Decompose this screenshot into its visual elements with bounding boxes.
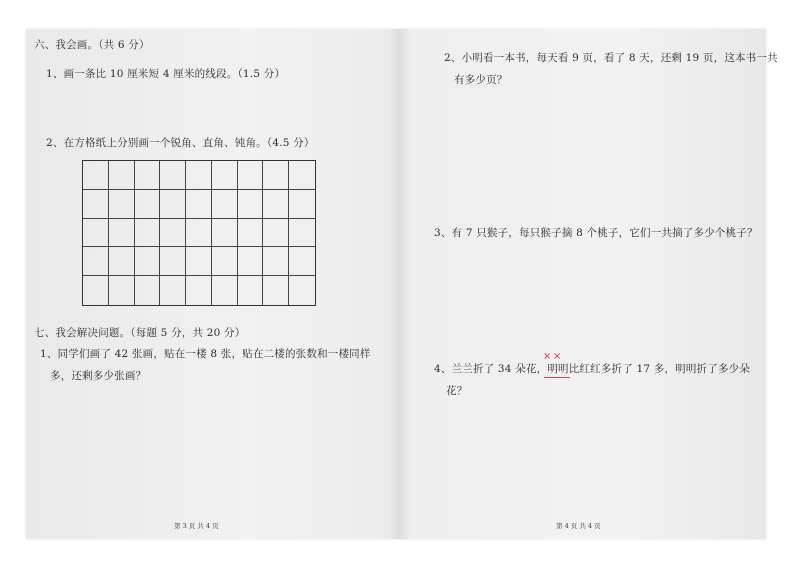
grid-cell bbox=[186, 276, 212, 305]
page-3 bbox=[26, 29, 398, 539]
section-7-title: 七、我会解决问题。（每题 5 分，共 20 分） bbox=[34, 327, 246, 339]
grid-cell bbox=[212, 190, 238, 219]
grid-cell bbox=[263, 219, 289, 248]
question-4-line-1: 4、兰兰折了 34 朵花，明明比红红多折了 17 多，明明折了多少朵 bbox=[434, 363, 751, 375]
grid-cell bbox=[186, 247, 212, 276]
grid-cell bbox=[186, 219, 212, 248]
question-2-line-1: 2、小明看一本书，每天看 9 页，看了 8 天，还剩 19 页，这本书一共 bbox=[444, 52, 778, 64]
grid-cell bbox=[263, 190, 289, 219]
grid-cell bbox=[212, 219, 238, 248]
grid-cell bbox=[135, 219, 161, 248]
grid-cell bbox=[83, 247, 109, 276]
grid-cell bbox=[238, 161, 264, 190]
grid-cell bbox=[186, 161, 212, 190]
grid-cell bbox=[109, 219, 135, 248]
grid-cell bbox=[135, 247, 161, 276]
grid-cell bbox=[135, 190, 161, 219]
grid-cell bbox=[83, 219, 109, 248]
grid-cell bbox=[212, 161, 238, 190]
grid-cell bbox=[289, 276, 315, 305]
grid-cell bbox=[109, 276, 135, 305]
grid-cell bbox=[160, 247, 186, 276]
question-6-1: 1、画一条比 10 厘米短 4 厘米的线段。（1.5 分） bbox=[46, 68, 286, 80]
grid-cell bbox=[109, 247, 135, 276]
grid-cell bbox=[263, 247, 289, 276]
question-4-line-2: 花？ bbox=[446, 385, 468, 397]
grid-cell bbox=[238, 247, 264, 276]
grid-cell bbox=[186, 190, 212, 219]
grid-cell bbox=[83, 276, 109, 305]
grid-cell bbox=[135, 161, 161, 190]
grid-cell bbox=[289, 161, 315, 190]
question-6-2: 2、在方格纸上分别画一个锐角、直角、钝角。（4.5 分） bbox=[46, 137, 315, 149]
grid-cell bbox=[238, 190, 264, 219]
teacher-correction-mark: × bbox=[543, 351, 552, 362]
grid-cell bbox=[109, 190, 135, 219]
grid-cell bbox=[212, 276, 238, 305]
grid-cell bbox=[263, 276, 289, 305]
grid-cell bbox=[160, 219, 186, 248]
grid-cell bbox=[289, 219, 315, 248]
question-7-1-line-1: 1、同学们画了 42 张画，贴在一楼 8 张，贴在二楼的张数和一楼同样 bbox=[40, 348, 371, 360]
grid-cell bbox=[83, 161, 109, 190]
page-4 bbox=[406, 29, 778, 539]
grid-cell bbox=[160, 161, 186, 190]
grid-cell bbox=[83, 190, 109, 219]
grid-cell bbox=[289, 247, 315, 276]
square-grid-paper bbox=[82, 160, 316, 306]
grid-cell bbox=[238, 276, 264, 305]
exam-sheet bbox=[26, 29, 778, 539]
grid-cell bbox=[160, 190, 186, 219]
page-footer-4: 第 4 页 共 4 页 bbox=[556, 522, 601, 530]
grid-cell bbox=[212, 247, 238, 276]
grid-cell bbox=[135, 276, 161, 305]
question-3: 3、有 7 只猴子，每只猴子摘 8 个桃子，它们一共摘了多少个桃子？ bbox=[434, 227, 758, 239]
teacher-correction-underline bbox=[544, 377, 570, 378]
grid-cell bbox=[263, 161, 289, 190]
teacher-correction-mark: × bbox=[553, 351, 562, 362]
page-footer-3: 第 3 页 共 4 页 bbox=[174, 522, 219, 530]
section-6-title: 六、我会画。（共 6 分） bbox=[34, 39, 150, 51]
grid-cell bbox=[109, 161, 135, 190]
grid-cell bbox=[238, 219, 264, 248]
grid-cell bbox=[160, 276, 186, 305]
question-2-line-2: 有多少页？ bbox=[454, 74, 508, 86]
question-7-1-line-2: 多，还剩多少张画？ bbox=[50, 370, 147, 382]
grid-cell bbox=[289, 190, 315, 219]
